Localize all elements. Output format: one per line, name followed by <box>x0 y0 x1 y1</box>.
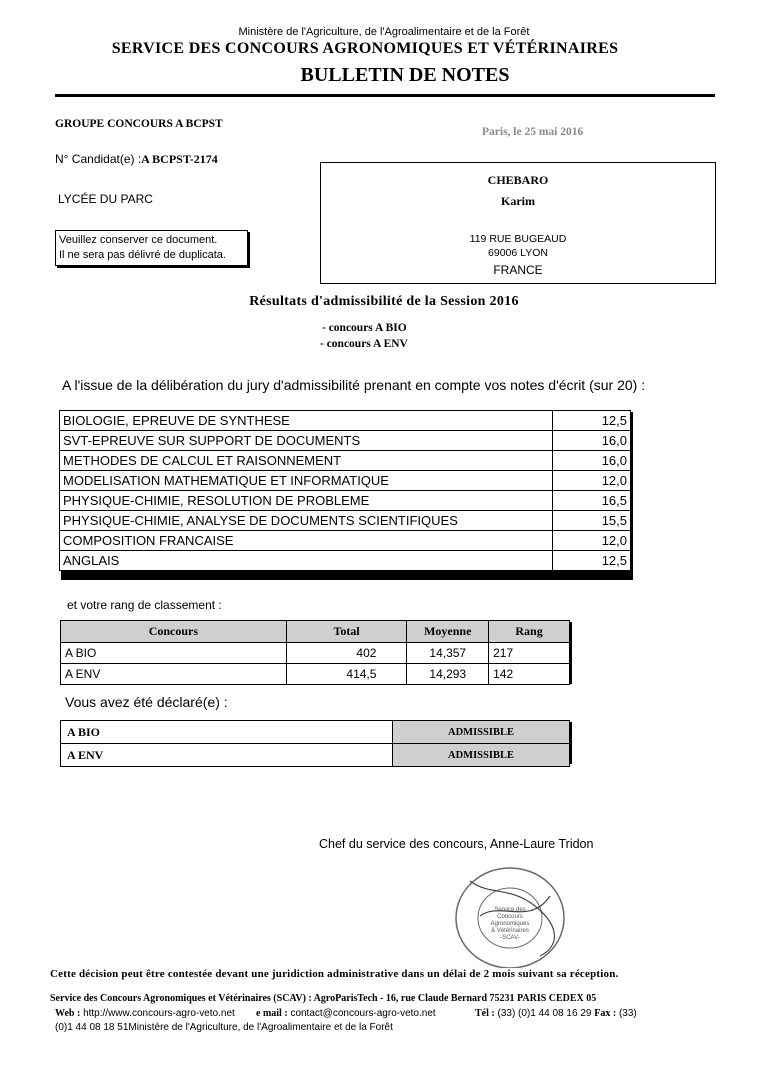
declared-label: Vous avez été déclaré(e) : <box>65 694 228 710</box>
groupe-concours: GROUPE CONCOURS A BCPST <box>55 118 223 130</box>
footer-email-label: e mail : <box>256 1008 288 1019</box>
footer-email-link[interactable]: contact@concours-agro-veto.net <box>290 1008 436 1019</box>
address-country: FRANCE <box>493 263 543 277</box>
notice-line-1: Veuillez conserver ce document. <box>59 234 218 246</box>
table-row <box>60 471 631 491</box>
table-row <box>61 643 570 664</box>
footer-tel-value: (33) (0)1 44 08 16 29 <box>497 1008 592 1019</box>
table-row <box>61 721 570 744</box>
rank-rang: 142 <box>489 664 570 685</box>
grade-subject: METHODES DE CALCUL ET RAISONNEMENT <box>60 451 553 471</box>
ministry-header: Ministère de l'Agriculture, de l'Agroalimentaire et de la Forêt <box>238 26 530 38</box>
address-first-name: Karim <box>501 194 535 208</box>
table-row <box>61 664 570 685</box>
column-header-moyenne: Moyenne <box>407 621 489 643</box>
table-row <box>60 531 631 551</box>
results-intro: A l'issue de la délibération du jury d'admissibilité prenant en compte vos notes d'écrit (sur 20) : <box>62 377 646 393</box>
rank-moyenne: 14,357 <box>407 643 489 664</box>
address-last-name: CHEBARO <box>487 173 549 187</box>
table-row <box>60 431 631 451</box>
address-street: 119 RUE BUGEAUD <box>469 233 567 245</box>
rank-concours: A BIO <box>61 643 287 664</box>
appeal-notice: Cette décision peut être contestée devant une juridiction administrative dans un délai de 2 mois suivant sa réception. <box>50 968 619 980</box>
results-title: Résultats d'admissibilité de la Session 2016 <box>249 294 519 309</box>
rank-total: 402 <box>286 643 407 664</box>
grade-subject: PHYSIQUE-CHIMIE, ANALYSE DE DOCUMENTS SCIENTIFIQUES <box>60 511 553 531</box>
page-title: BULLETIN DE NOTES <box>300 64 510 86</box>
table-row <box>61 744 570 767</box>
notice-box <box>55 230 248 266</box>
address-box <box>320 162 716 284</box>
footer-address: Service des Concours Agronomiques et Vétérinaires (SCAV) : AgroParisTech - 16, rue Claude Bernard 75231 PARIS CEDEX 05 <box>50 993 597 1004</box>
footer-phone <box>475 1008 637 1019</box>
candidate-number-value: A BCPST-2174 <box>141 152 218 166</box>
status-badge: ADMISSIBLE <box>393 744 570 767</box>
table-row <box>60 511 631 531</box>
footer-fax-value: (33) <box>618 1008 637 1019</box>
table-row <box>60 551 631 571</box>
status-badge: ADMISSIBLE <box>393 721 570 744</box>
address-city: 69006 LYON <box>488 247 548 259</box>
grade-subject: MODELISATION MATHEMATIQUE ET INFORMATIQUE <box>60 471 553 491</box>
grade-subject: SVT-EPREUVE SUR SUPPORT DE DOCUMENTS <box>60 431 553 451</box>
grade-subject: COMPOSITION FRANCAISE <box>60 531 553 551</box>
grade-value: 12,5 <box>553 551 631 571</box>
signature-text: Chef du service des concours, Anne-Laure Tridon <box>319 837 594 851</box>
grade-value: 12,5 <box>553 411 631 431</box>
grade-value: 16,5 <box>553 491 631 511</box>
grades-table <box>59 410 631 571</box>
column-header-rang: Rang <box>489 621 570 643</box>
ranking-table <box>60 620 570 685</box>
status-table <box>60 720 570 767</box>
ranking-label: et votre rang de classement : <box>67 598 222 612</box>
table-row <box>60 411 631 431</box>
footer-fax-label: Fax : <box>594 1008 617 1019</box>
table-row <box>60 451 631 471</box>
grade-value: 12,0 <box>553 471 631 491</box>
grade-value: 15,5 <box>553 511 631 531</box>
header-divider <box>55 94 715 97</box>
column-header-concours: Concours <box>61 621 287 643</box>
status-concours: A BIO <box>61 721 393 744</box>
table-row <box>60 491 631 511</box>
concours-item: - concours A ENV <box>320 338 408 350</box>
footer-web <box>55 1008 235 1019</box>
official-stamp <box>440 856 578 968</box>
candidate-number-label: N° Candidat(e) : <box>55 152 142 166</box>
footer-tel-label: Tél : <box>475 1008 495 1019</box>
rank-moyenne: 14,293 <box>407 664 489 685</box>
candidate-number <box>55 152 218 167</box>
rank-concours: A ENV <box>61 664 287 685</box>
concours-item: - concours A BIO <box>322 322 407 334</box>
grade-value: 16,0 <box>553 431 631 451</box>
status-concours: A ENV <box>61 744 393 767</box>
footer-fax-ministry: (0)1 44 08 18 51Ministère de l'Agriculture, de l'Agroalimentaire et de la Forêt <box>55 1022 393 1033</box>
grade-subject: ANGLAIS <box>60 551 553 571</box>
footer-email <box>256 1008 436 1019</box>
footer-web-link[interactable]: http://www.concours-agro-veto.net <box>83 1008 235 1019</box>
grade-subject: BIOLOGIE, EPREUVE DE SYNTHESE <box>60 411 553 431</box>
footer-web-label: Web : <box>55 1008 81 1019</box>
notice-line-2: Il ne sera pas délivré de duplicata. <box>59 249 226 261</box>
grade-value: 12,0 <box>553 531 631 551</box>
service-title: SERVICE DES CONCOURS AGRONOMIQUES ET VÉTÉRINAIRES <box>111 40 619 57</box>
lycee-name: LYCÉE DU PARC <box>58 192 153 206</box>
rank-rang: 217 <box>489 643 570 664</box>
grade-subject: PHYSIQUE-CHIMIE, RESOLUTION DE PROBLEME <box>60 491 553 511</box>
rank-total: 414,5 <box>286 664 407 685</box>
table-header-row <box>61 621 570 643</box>
stamp-text: Service des Concours Agronomiques & Vétérinaires -SCAV- <box>490 907 530 941</box>
document-date: Paris, le 25 mai 2016 <box>482 126 584 138</box>
column-header-total: Total <box>286 621 407 643</box>
grade-value: 16,0 <box>553 451 631 471</box>
